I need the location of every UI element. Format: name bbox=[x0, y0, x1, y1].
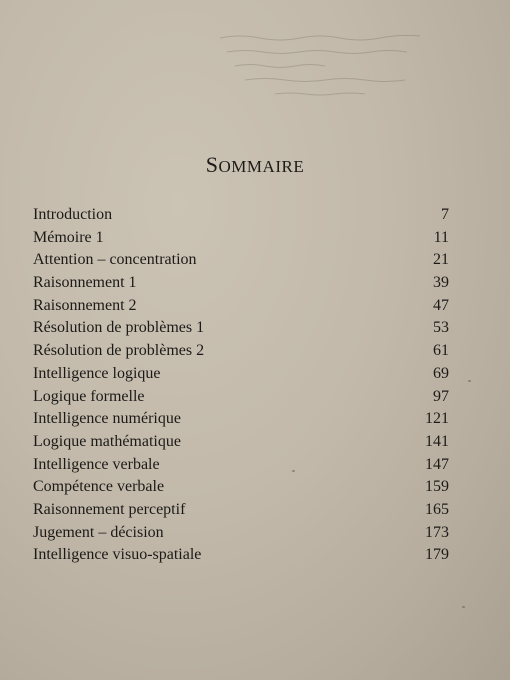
toc-page-number: 173 bbox=[425, 523, 449, 541]
toc-label: Mémoire 1 bbox=[33, 228, 104, 246]
show-through-text bbox=[215, 28, 445, 108]
toc-entry bbox=[33, 251, 449, 274]
toc-label: Jugement – décision bbox=[33, 523, 164, 541]
toc-entry bbox=[33, 297, 449, 320]
table-of-contents bbox=[33, 206, 449, 569]
toc-page-number: 7 bbox=[441, 206, 449, 223]
toc-entry bbox=[33, 388, 449, 411]
toc-entry bbox=[33, 274, 449, 297]
toc-page-number: 11 bbox=[433, 228, 449, 246]
toc-label: Résolution de problèmes 2 bbox=[33, 342, 205, 360]
toc-entry bbox=[33, 410, 449, 433]
toc-page-number: 147 bbox=[425, 455, 449, 473]
toc-page-number: 97 bbox=[433, 387, 449, 405]
title-first-letter: S bbox=[205, 152, 219, 177]
toc-page-number: 165 bbox=[425, 500, 449, 518]
toc-entry bbox=[33, 546, 449, 569]
title-rest: OMMAIRE bbox=[218, 157, 305, 176]
toc-label: Intelligence visuo-spatiale bbox=[33, 546, 202, 564]
toc-entry bbox=[33, 456, 449, 479]
toc-entry bbox=[33, 342, 449, 365]
toc-entry bbox=[33, 524, 449, 547]
paper-speck bbox=[468, 380, 471, 382]
toc-page-number: 179 bbox=[425, 546, 449, 564]
toc-entry bbox=[33, 365, 449, 388]
toc-page-number: 53 bbox=[433, 319, 449, 337]
toc-label: Résolution de problèmes 1 bbox=[33, 319, 205, 337]
toc-page-number: 159 bbox=[425, 478, 449, 496]
toc-page-number: 39 bbox=[433, 274, 449, 292]
toc-label: Logique formelle bbox=[33, 387, 145, 405]
paper-speck bbox=[462, 606, 465, 608]
toc-page-number: 47 bbox=[433, 296, 449, 314]
toc-page-number: 21 bbox=[433, 251, 449, 269]
toc-label: Raisonnement 2 bbox=[33, 296, 137, 314]
toc-entry bbox=[33, 206, 449, 229]
toc-page-number: 141 bbox=[425, 432, 449, 450]
toc-label: Attention – concentration bbox=[33, 251, 197, 269]
toc-label: Introduction bbox=[33, 206, 113, 223]
toc-label: Raisonnement 1 bbox=[33, 274, 137, 292]
paper-speck bbox=[292, 470, 295, 472]
toc-label: Intelligence logique bbox=[33, 364, 161, 382]
toc-page-number: 121 bbox=[425, 410, 449, 428]
toc-label: Raisonnement perceptif bbox=[33, 500, 186, 518]
toc-entry bbox=[33, 478, 449, 501]
toc-entry bbox=[33, 501, 449, 524]
page-title bbox=[0, 152, 510, 178]
toc-label: Compétence verbale bbox=[33, 478, 165, 496]
toc-entry bbox=[33, 319, 449, 342]
toc-page-number: 69 bbox=[433, 364, 449, 382]
toc-label: Intelligence verbale bbox=[33, 455, 160, 473]
toc-entry bbox=[33, 433, 449, 456]
toc-label: Logique mathématique bbox=[33, 432, 181, 450]
toc-page-number: 61 bbox=[433, 342, 449, 360]
toc-label: Intelligence numérique bbox=[33, 410, 181, 428]
toc-entry bbox=[33, 229, 449, 252]
